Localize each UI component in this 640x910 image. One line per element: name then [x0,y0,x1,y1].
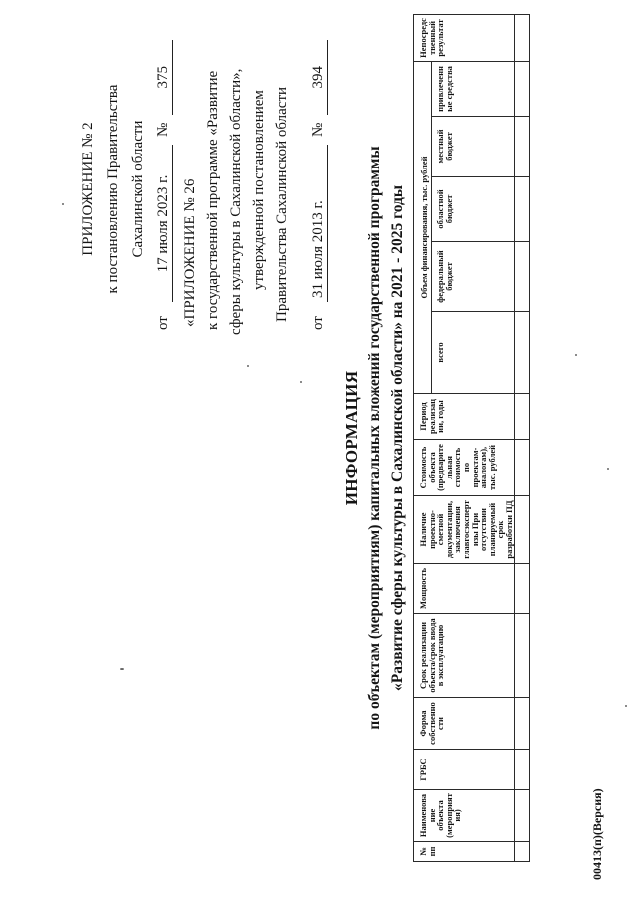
scan-speck [300,381,302,383]
col-header-grbs: ГРБС [414,750,515,790]
appendix-text-line: Правительства Сахалинской области [274,86,290,322]
table-cell [514,242,529,312]
col-header-cost: Стоимость объекта (предварительная стоимость по проектам-аналогам), тыс. рублей [414,440,515,496]
table-cell [514,496,529,564]
approval-number: 394 [309,40,328,115]
table-cell [514,750,529,790]
scan-speck [575,354,577,356]
col-header-ownership: Форма собственности [414,698,515,750]
col-header-capacity: Мощность [414,564,515,614]
col-header-number: № пп [414,842,515,862]
table-cell [514,14,529,61]
table-cell [514,790,529,842]
table-cell [514,842,529,862]
col-header-financing-regional: областной бюджет [432,177,514,242]
number-sign: № [310,122,326,137]
document-subtitle-line: «Развитие сферы культуры в Сахалинской области» на 2021 - 2025 годы [388,185,406,691]
table-cell [514,117,529,177]
scan-speck [62,203,64,205]
col-header-financing-attracted: привлеченные средства [432,61,514,116]
appendix-text-line: утвержденной постановлением [251,90,267,290]
document-subtitle-line: по объектам (мероприятиям) капитальных вложений государственной программы [366,146,383,730]
scan-speck [607,468,609,470]
approval-date-line-current [151,40,176,330]
col-header-financing-total: всего [432,312,514,394]
table-cell [514,61,529,116]
col-header-project-docs: Наличие проектно-сметной документации, заключения главгосэкспертизы При отсутствии планируемый срок разработки ПД [414,496,515,564]
approval-date: 17 июля 2023 г. [154,145,173,302]
appendix-text-line: к государственной программе «Развитие [205,70,221,330]
scan-speck [247,365,249,367]
appendix-text-line: к постановлению Правительства [105,84,121,294]
col-header-period: Период реализации, годы [414,394,515,440]
col-header-financing-group: Объем финансирования, тыс. рублей [414,61,432,393]
col-header-financing-local: местный бюджет [432,117,514,177]
number-sign: № [155,122,171,137]
approval-block-current [76,34,151,344]
approval-date: 31 июля 2013 г. [309,145,328,302]
appendix-text-line: сферы культуры в Сахалинской области», [228,68,244,335]
approval-number: 375 [154,40,173,115]
appendix-text-line: Сахалинской области [130,120,146,258]
document-title: ИНФОРМАЦИЯ [342,370,361,506]
table-cell [514,312,529,394]
col-header-object-name: Наименование объекта (мероприятия) [414,790,515,842]
table-cell [514,440,529,496]
table-cell [514,394,529,440]
scan-speck [625,705,627,707]
col-header-term: Срок реализации объекта/срок ввода в эксплуатацию [414,614,515,698]
col-header-financing-federal: федеральный бюджет [432,242,514,312]
table-cell [514,698,529,750]
date-prefix: от [310,316,326,330]
date-prefix: от [155,316,171,330]
document-heading [340,138,409,738]
approval-block-original [179,25,294,335]
col-header-result: Непосредственный результат [414,14,515,61]
capital-investments-table [413,14,530,862]
table-header-row [414,14,432,861]
table-row [514,14,529,861]
document-code: 00413(п)(Версия) [590,788,604,880]
table-cell [514,177,529,242]
approval-date-line-original [306,40,331,330]
table-cell [514,614,529,698]
appendix-title: «ПРИЛОЖЕНИЕ № 26 [182,178,198,327]
table-cell [514,564,529,614]
appendix-title: ПРИЛОЖЕНИЕ № 2 [80,122,96,256]
scan-speck [120,668,124,670]
